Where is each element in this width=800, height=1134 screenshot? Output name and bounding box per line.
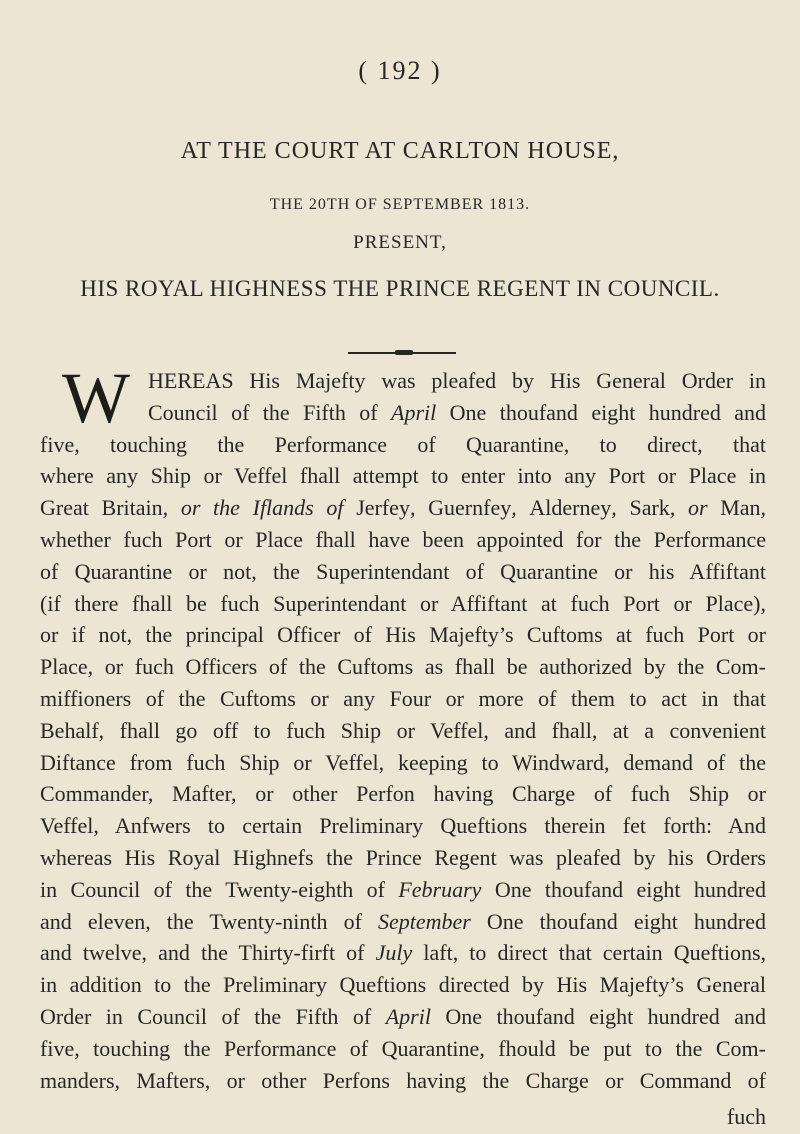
text-run: of Quarantine or not, the Superintendant of Quarantine or his Affiftant bbox=[40, 558, 766, 584]
divider-ornament bbox=[395, 350, 413, 355]
drop-cap: W bbox=[62, 358, 130, 438]
italic-term: , bbox=[511, 495, 530, 521]
text-run: Great Britain bbox=[40, 495, 163, 521]
text-line bbox=[40, 622, 766, 648]
text-run: five, touching the Performance of Quarantine, fhould be put to the Com- bbox=[40, 1035, 766, 1061]
text-line bbox=[40, 972, 766, 998]
italic-term: July bbox=[375, 940, 413, 966]
text-run: Guernfey bbox=[428, 495, 512, 521]
text-run: and twelve, and the Thirty-firft of bbox=[40, 940, 376, 966]
italic-term: , bbox=[760, 495, 767, 521]
text-line bbox=[40, 1004, 766, 1030]
text-run: laft, to direct that certain Queftions, bbox=[412, 940, 767, 966]
italic-term: , bbox=[611, 495, 630, 521]
text-line bbox=[40, 559, 766, 585]
text-line bbox=[40, 1068, 766, 1094]
text-run: Alderney bbox=[529, 495, 612, 521]
text-run: Commander, Mafter, or other Perfon having Charge of fuch Ship or bbox=[40, 781, 766, 807]
text-line bbox=[40, 463, 766, 489]
italic-term: , or bbox=[669, 495, 721, 521]
text-line bbox=[40, 495, 766, 521]
text-line bbox=[40, 940, 766, 966]
catchword: fuch bbox=[726, 1104, 766, 1129]
text-run: Diftance from fuch Ship or Veffel, keeping to Windward, demand of the bbox=[40, 749, 766, 775]
text-line bbox=[40, 909, 766, 935]
text-run: One thoufand eight hundred bbox=[470, 908, 767, 934]
text-run: manders, Mafters, or other Perfons having the Charge or Command of bbox=[40, 1067, 766, 1093]
text-run: where any Ship or Veffel fhall attempt to enter into any Port or Place in bbox=[40, 463, 766, 489]
text-line bbox=[148, 368, 766, 394]
text-line bbox=[40, 813, 766, 839]
italic-term: April bbox=[391, 399, 437, 425]
text-line bbox=[148, 400, 766, 426]
text-run: whether fuch Port or Place fhall have been appointed for the Performance bbox=[40, 527, 766, 552]
text-run: Place, or fuch Officers of the Cuftoms as fhall be authorized by the Com- bbox=[40, 654, 766, 680]
heading-present: PRESENT, bbox=[353, 232, 447, 253]
text-line bbox=[40, 432, 766, 458]
text-line bbox=[40, 654, 766, 680]
text-line bbox=[40, 686, 766, 712]
text-line bbox=[40, 781, 766, 807]
text-run: Order in Council of the Fifth of bbox=[40, 1004, 386, 1029]
text-run: Man bbox=[720, 495, 761, 521]
heading-court: AT THE COURT AT CARLTON HOUSE, bbox=[180, 138, 620, 164]
text-line bbox=[40, 750, 766, 776]
text-line bbox=[40, 1036, 766, 1062]
text-run: miffioners of the Cuftoms or any Four or more of them to act in that bbox=[40, 686, 766, 711]
text-line bbox=[40, 877, 766, 903]
text-run: in addition to the Preliminary Queftions directed by His Majefty’s General bbox=[40, 972, 766, 998]
text-run: Behalf, fhall go off to fuch Ship or Veffel, and fhall, at a convenient bbox=[40, 717, 766, 743]
text-run: whereas His Royal Highnefs the Prince Regent was pleafed by his Orders bbox=[40, 845, 766, 870]
text-run: or if not, the principal Officer of His Majefty’s Cuftoms at fuch Port or bbox=[40, 622, 766, 648]
text-run: One thoufand eight hundred and bbox=[436, 399, 767, 425]
italic-term: , bbox=[409, 495, 429, 521]
text-run: (if there fhall be fuch Superintendant or Affiftant at fuch Port or Place), bbox=[40, 590, 766, 616]
text-line bbox=[40, 718, 766, 744]
heading-council: HIS ROYAL HIGHNESS THE PRINCE REGENT IN COUNCIL. bbox=[80, 276, 720, 301]
text-run: and eleven, the Twenty-ninth of bbox=[40, 908, 378, 934]
text-run: Jerfey bbox=[356, 495, 410, 521]
heading-date: THE 20TH OF SEPTEMBER 1813. bbox=[269, 196, 531, 213]
text-line bbox=[40, 591, 766, 617]
text-run: in Council of the Twenty-eighth of bbox=[40, 876, 399, 902]
page-number: ( 192 ) bbox=[358, 56, 442, 85]
italic-term: , or the Iflands of bbox=[162, 495, 357, 521]
italic-term: September bbox=[377, 908, 471, 934]
text-run: five, touching the Performance of Quarantine, to direct, that bbox=[40, 431, 766, 457]
italic-term: April bbox=[385, 1004, 431, 1029]
text-run: One thoufand eight hundred and bbox=[430, 1004, 766, 1029]
italic-term: February bbox=[398, 876, 482, 902]
text-line bbox=[40, 845, 766, 871]
text-run: Veffel, Anfwers to certain Preliminary Queftions therein fet forth: And bbox=[40, 813, 766, 839]
text-run: One thoufand eight hundred bbox=[481, 876, 767, 902]
text-line bbox=[40, 527, 766, 553]
text-run: Council of the Fifth of bbox=[148, 399, 392, 425]
text-run: Sark bbox=[629, 495, 670, 521]
text-run: HEREAS His Majefty was pleafed by His General Order in bbox=[148, 368, 766, 393]
